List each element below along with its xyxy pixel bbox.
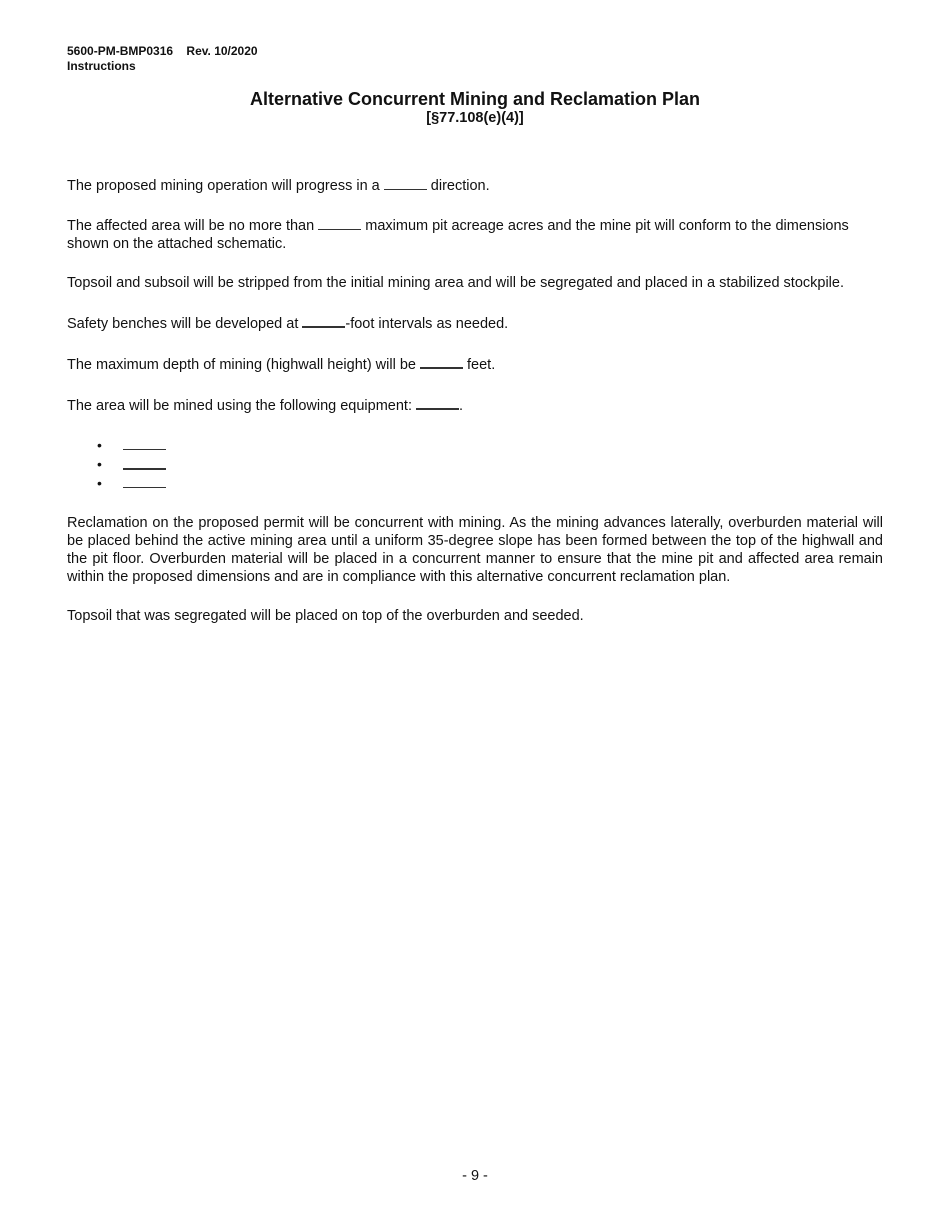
form-revision: Rev. 10/2020 <box>186 44 258 58</box>
paragraph-text: maximum pit acreage acres and the mine pit will conform to the dimensions shown on the attached schematic. <box>67 218 849 252</box>
title-block <box>0 89 950 127</box>
document-body <box>67 176 883 646</box>
paragraph-topsoil-stripping: Topsoil and subsoil will be stripped from the initial mining area and will be segregated and placed in a stabilized stockpile. <box>67 275 844 291</box>
equipment-item-blank[interactable] <box>123 436 166 450</box>
bullet-icon: • <box>97 437 102 453</box>
paragraph-safety-benches <box>67 313 883 333</box>
equipment-item-blank[interactable] <box>123 474 166 488</box>
bullet-icon: • <box>97 475 102 491</box>
paragraph-text: direction. <box>426 178 490 194</box>
paragraph-text: Safety benches will be developed at <box>67 316 303 332</box>
paragraph-text: feet. <box>463 357 496 373</box>
page-title: Alternative Concurrent Mining and Reclamation Plan <box>249 89 701 109</box>
bullet-icon: • <box>97 456 102 472</box>
paragraph-affected-area <box>67 216 883 253</box>
paragraph-topsoil-seeding: Topsoil that was segregated will be placed on top of the overburden and seeded. <box>67 608 584 624</box>
equipment-list <box>67 436 883 493</box>
pit-acreage-blank[interactable] <box>318 216 361 230</box>
page-subtitle: [§77.108(e)(4)] <box>426 110 524 126</box>
list-item <box>67 436 883 455</box>
paragraph-text: The maximum depth of mining (highwall height) will be <box>67 357 420 373</box>
paragraph-reclamation: Reclamation on the proposed permit will be concurrent with mining. As the mining advances laterally, overburden material will be placed behind the active mining area until a uniform 35-degree slope has been formed between the top of the highwall and the pit floor. Overburden material will be placed in a concurrent manner to ensure that the mine pit and affected area remain within the proposed dimensions and are in compliance with this alternative concurrent reclamation plan. <box>67 515 883 585</box>
paragraph-text: The affected area will be no more than <box>67 218 319 234</box>
list-item <box>67 455 883 474</box>
equipment-blank[interactable] <box>416 395 459 410</box>
paragraph-direction <box>67 176 883 195</box>
bench-interval-blank[interactable] <box>302 313 345 328</box>
paragraph-equipment <box>67 395 883 415</box>
form-code: 5600-PM-BMP0316 <box>67 44 174 58</box>
paragraph-text: . <box>459 398 464 414</box>
paragraph-text: The area will be mined using the following equipment: <box>67 398 417 414</box>
list-item <box>67 474 883 493</box>
paragraph-text: -foot intervals as needed. <box>345 316 509 332</box>
highwall-height-blank[interactable] <box>420 354 463 369</box>
form-doc-type: Instructions <box>67 59 136 73</box>
paragraph-text: The proposed mining operation will progress in a <box>67 178 384 194</box>
equipment-item-blank[interactable] <box>123 455 166 470</box>
direction-blank[interactable] <box>384 176 427 190</box>
form-header <box>67 44 258 74</box>
paragraph-max-depth <box>67 354 883 374</box>
page-number: - 9 - <box>462 1168 488 1184</box>
